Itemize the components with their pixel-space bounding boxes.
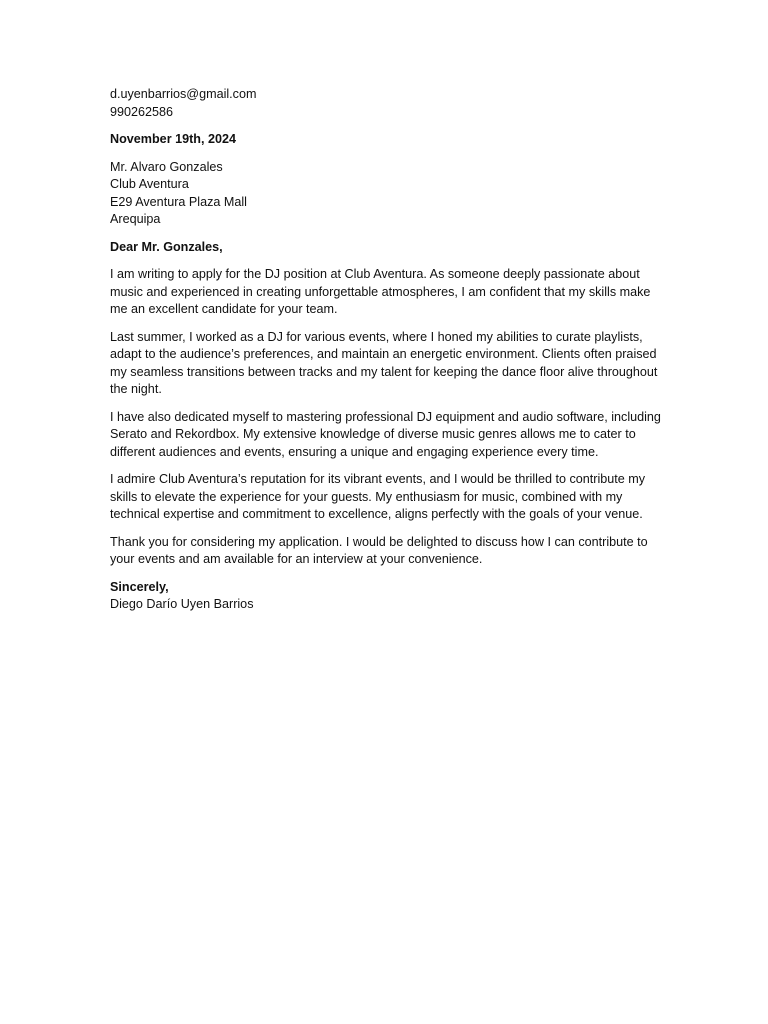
closing-block [110, 579, 662, 614]
body-paragraph: I am writing to apply for the DJ position at Club Aventura. As someone deeply passionate about music and experienced in creating unforgettable atmospheres, I am confident that my skills make me an excellent candidate for your team. [110, 267, 651, 316]
letter-date: November 19th, 2024 [110, 132, 236, 146]
recipient-city: Arequipa [110, 212, 161, 226]
sender-block [110, 86, 662, 121]
sender-phone: 990262586 [110, 104, 174, 119]
recipient-company: Club Aventura [110, 177, 189, 191]
signature-name: Diego Darío Uyen Barrios [110, 597, 254, 611]
body-paragraph: Thank you for considering my application. I would be delighted to discuss how I can contribute to your events and am available for an interview at your convenience. [110, 534, 648, 566]
salutation-block [110, 239, 662, 257]
recipient-address: E29 Aventura Plaza Mall [110, 194, 247, 209]
recipient-name: Mr. Alvaro Gonzales [110, 159, 223, 174]
recipient-block [110, 159, 662, 229]
date-block [110, 131, 662, 149]
closing: Sincerely, [110, 579, 169, 594]
sender-email: d.uyenbarrios@gmail.com [110, 87, 257, 101]
body-paragraph: I admire Club Aventura’s reputation for its vibrant events, and I would be thrilled to contribute my skills to elevate the experience for your guests. My enthusiasm for music, combined with my technical expertise and commitment to excellence, aligns perfectly with the goals of your venue. [110, 472, 646, 521]
letter-page [110, 86, 662, 614]
body-paragraph: I have also dedicated myself to mastering professional DJ equipment and audio software, including Serato and Rekordbox. My extensive knowledge of diverse music genres allows me to cater to different audiences and events, ensuring a unique and engaging experience every time. [110, 409, 661, 459]
salutation: Dear Mr. Gonzales, [110, 239, 223, 254]
body-paragraph: Last summer, I worked as a DJ for various events, where I honed my abilities to curate playlists, adapt to the audience’s preferences, and maintain an energetic environment. Clients often praised my seamless transitions between tracks and my talent for keeping the dance floor alive throughout the night. [110, 329, 658, 396]
